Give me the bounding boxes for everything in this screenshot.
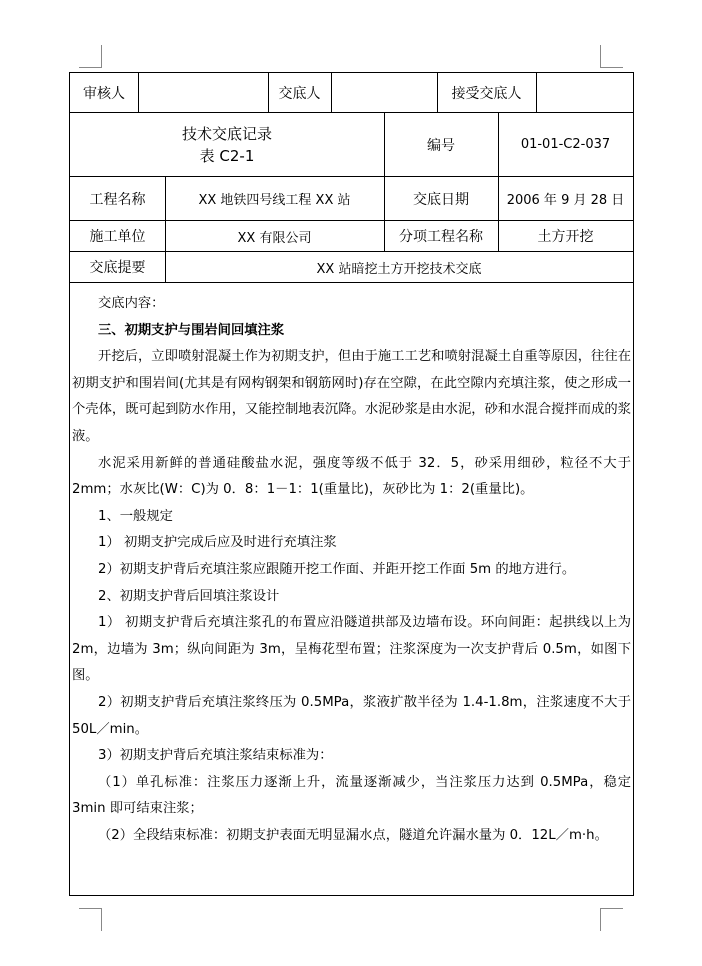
presenter-field[interactable] (331, 73, 437, 112)
disclosure-date-value: 2006 年 9 月 28 日 (506, 193, 625, 208)
signature-row (70, 73, 633, 113)
number-value: 01-01-C2-037 (520, 137, 611, 152)
subheading-general: 1、一般规定 (98, 508, 173, 524)
list-item: 3）初期支护背后充填注浆结束标准为： (98, 748, 333, 764)
list-item: （2）全段结束标准：初期支护表面无明显漏水点，隧道允许漏水量为 0．12L／m·h。 (98, 827, 608, 843)
project-name-label: 工程名称 (89, 191, 146, 208)
section-heading: 三、初期支护与围岩间回填注浆 (98, 322, 285, 338)
list-item: 2）初期支护背后充填注浆应跟随开挖工作面、并距开挖工作面 5m 的地方进行。 (98, 561, 576, 577)
subheading-design: 2、初期支护背后回填注浆设计 (98, 588, 280, 604)
paragraph-1: 开挖后，立即喷射混凝土作为初期支护，但由于施工工艺和喷射混凝土自重等原因，往往在初期支护和围岩间(尤其是有网构钢架和钢筋网时)存在空隙，在此空隙内充填注浆，使之形成一个壳体，既可起到防水作用，又能控制地表沉降。水泥砂浆是由水泥，砂和水混合搅拌而成的浆液。 (72, 349, 631, 444)
number-label: 编号 (427, 137, 455, 154)
reviewer-label: 审核人 (83, 85, 125, 102)
disclosure-content (70, 283, 633, 849)
receiver-field[interactable] (536, 73, 633, 112)
reviewer-field[interactable] (138, 73, 268, 112)
form-title-block (70, 113, 384, 176)
disclosure-date-label: 交底日期 (413, 191, 469, 208)
contractor-row (70, 221, 633, 252)
contractor-label: 施工单位 (89, 229, 146, 245)
crop-mark-bottom-right (600, 908, 623, 931)
receiver-label: 接受交底人 (451, 85, 522, 102)
list-item: （1）单孔标准：注浆压力逐渐上升，流量逐渐减少，当注浆压力达到 0.5MPa，稳定 3min 即可结束注浆； (72, 774, 631, 817)
presenter-label: 交底人 (278, 85, 321, 102)
crop-mark-top-left (79, 45, 102, 68)
crop-mark-top-right (600, 45, 623, 68)
crop-mark-bottom-left (79, 908, 102, 931)
project-name-value: XX 地铁四号线工程 XX 站 (198, 193, 351, 208)
summary-row (70, 252, 633, 283)
title-row (70, 113, 633, 177)
content-intro: 交底内容： (98, 296, 165, 311)
project-row (70, 177, 633, 221)
summary-label: 交底提要 (89, 260, 146, 276)
list-item: 1） 初期支护背后充填注浆孔的布置应沿隧道拱部及边墙布设。环向间距：起拱线以上为 2m，边墙为 3m；纵向间距为 3m，呈梅花型布置；注浆深度为一次支护背后 0.5m，如图下图。 (72, 615, 631, 684)
summary-value: XX 站暗挖土方开挖技术交底 (316, 261, 482, 277)
contractor-value: XX 有限公司 (237, 230, 312, 246)
subitem-value: 土方开挖 (537, 229, 594, 245)
list-item: 2）初期支护背后充填注浆终压为 0.5MPa，浆液扩散半径为 1.4-1.8m，注浆速度不大于 50L／min。 (72, 694, 631, 737)
paragraph-2: 水泥采用新鲜的普通硅酸盐水泥，强度等级不低于 32．5，砂采用细砂，粒径不大于 2mm；水灰比(W：C)为 0．8：1－1：1(重量比)，灰砂比为 1：2(重量比)。 (72, 455, 631, 498)
subitem-label: 分项工程名称 (399, 229, 483, 245)
technical-disclosure-form (69, 72, 634, 896)
list-item: 1） 初期支护完成后应及时进行充填注浆 (98, 535, 337, 551)
form-title: 技术交底记录 (181, 124, 272, 143)
table-code: 表 C2-1 (199, 146, 255, 165)
